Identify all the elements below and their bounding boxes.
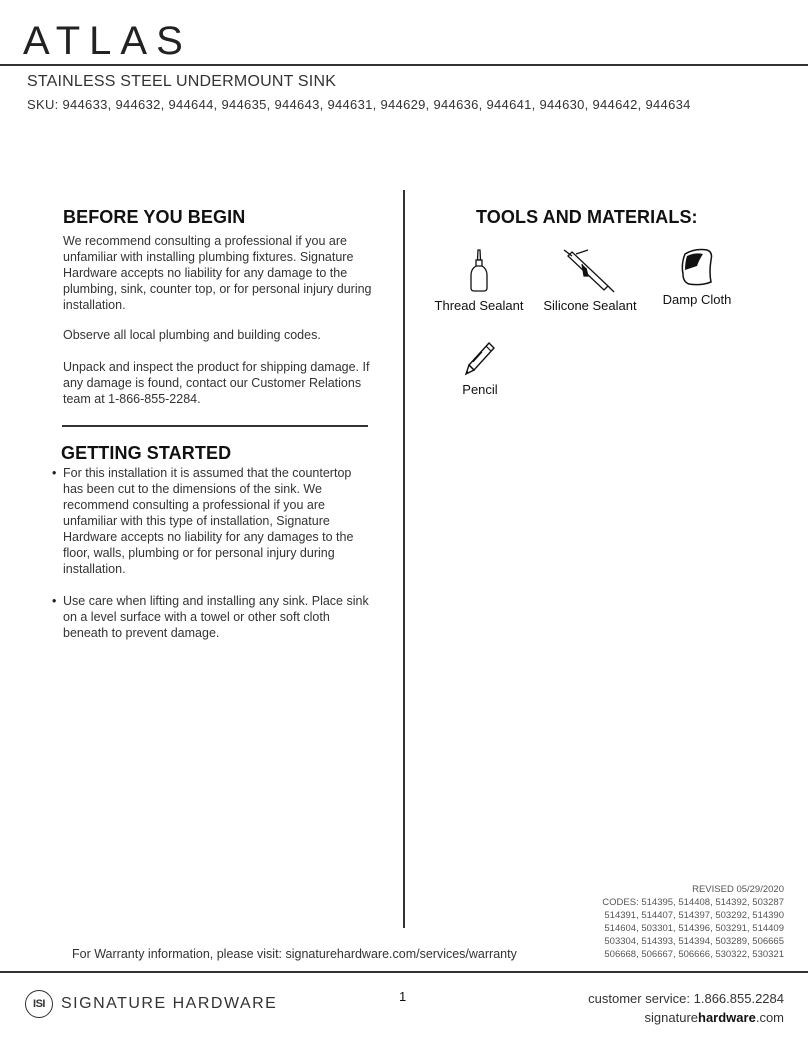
pencil-icon bbox=[463, 340, 497, 378]
tool-label: Pencil bbox=[462, 382, 498, 397]
sku-list: SKU: 944633, 944632, 944644, 944635, 944643, 944631, 944629, 944636, 944641, 944630, 944642, 944634 bbox=[27, 97, 691, 112]
codes-line: 514604, 503301, 514396, 503291, 514409 bbox=[604, 923, 784, 934]
getting-started-heading: GETTING STARTED bbox=[61, 443, 232, 463]
page-number: 1 bbox=[399, 989, 407, 1004]
revision-codes bbox=[602, 883, 784, 961]
tool-damp-cloth bbox=[656, 246, 738, 307]
list-item: • For this installation it is assumed that the countertop has been cut to the dimensions of the sink. We recommend consulting a professional if you are unfamiliar with this type of installation, Signature Hardware accepts no liability for any damages to the floor, walls, plumbing or for personal injury during installation. bbox=[52, 465, 372, 577]
tool-label: Silicone Sealant bbox=[543, 298, 637, 313]
list-item: • Use care when lifting and installing any sink. Place sink on a level surface with a towel or other soft cloth beneath to prevent damage. bbox=[52, 593, 372, 641]
revised-date: REVISED 05/29/2020 bbox=[692, 884, 784, 895]
before-you-begin-heading: BEFORE YOU BEGIN bbox=[63, 207, 246, 227]
tool-pencil bbox=[450, 340, 510, 397]
product-name: STAINLESS STEEL UNDERMOUNT SINK bbox=[27, 73, 337, 90]
customer-service: customer service: 1.866.855.2284 bbox=[588, 991, 784, 1006]
contact-info bbox=[588, 989, 784, 1027]
tool-label: Thread Sealant bbox=[434, 298, 524, 313]
logo-text: SIGNATURE HARDWARE bbox=[61, 995, 278, 1012]
tools-heading: TOOLS AND MATERIALS: bbox=[476, 207, 698, 227]
tool-silicone-sealant bbox=[540, 246, 640, 313]
codes-line: 506668, 506667, 506666, 530322, 530321 bbox=[604, 949, 784, 960]
tool-label: Damp Cloth bbox=[662, 292, 732, 307]
site-prefix: signature bbox=[644, 1010, 699, 1025]
section-divider bbox=[62, 425, 368, 427]
footer-divider bbox=[0, 971, 808, 973]
damp-cloth-icon bbox=[677, 246, 717, 288]
site-suffix: .com bbox=[755, 1010, 784, 1025]
getting-started-list bbox=[52, 465, 372, 657]
codes-line: 514391, 514407, 514397, 503292, 514390 bbox=[604, 910, 784, 921]
brand-title: ATLAS bbox=[23, 19, 192, 63]
website-link[interactable] bbox=[588, 1008, 784, 1027]
column-divider bbox=[403, 190, 405, 928]
before-you-begin-paragraph-3: Unpack and inspect the product for shipping damage. If any damage is found, contact our Customer Relations team at 1-866-855-2284. bbox=[63, 360, 370, 406]
codes-line: 503304, 514393, 514394, 503289, 506665 bbox=[604, 936, 784, 947]
before-you-begin-paragraph-1: We recommend consulting a professional if you are unfamiliar with installing plumbing fixtures. Signature Hardware accepts no liability for any damage to the plumbing, sink, counter top, or for personal injury during installation. bbox=[63, 234, 372, 312]
signature-hardware-logo bbox=[25, 990, 277, 1018]
thread-sealant-icon bbox=[467, 248, 491, 294]
tool-thread-sealant bbox=[430, 248, 528, 313]
warranty-note: For Warranty information, please visit: signaturehardware.com/services/warranty bbox=[72, 947, 517, 961]
before-you-begin-paragraph-2: Observe all local plumbing and building codes. bbox=[63, 328, 321, 342]
codes-line: CODES: 514395, 514408, 514392, 503287 bbox=[602, 897, 784, 908]
site-bold: hardware bbox=[698, 1010, 756, 1025]
logo-mark-icon: ISI bbox=[25, 990, 53, 1018]
caulk-gun-icon bbox=[562, 246, 618, 294]
header-divider bbox=[0, 64, 808, 66]
